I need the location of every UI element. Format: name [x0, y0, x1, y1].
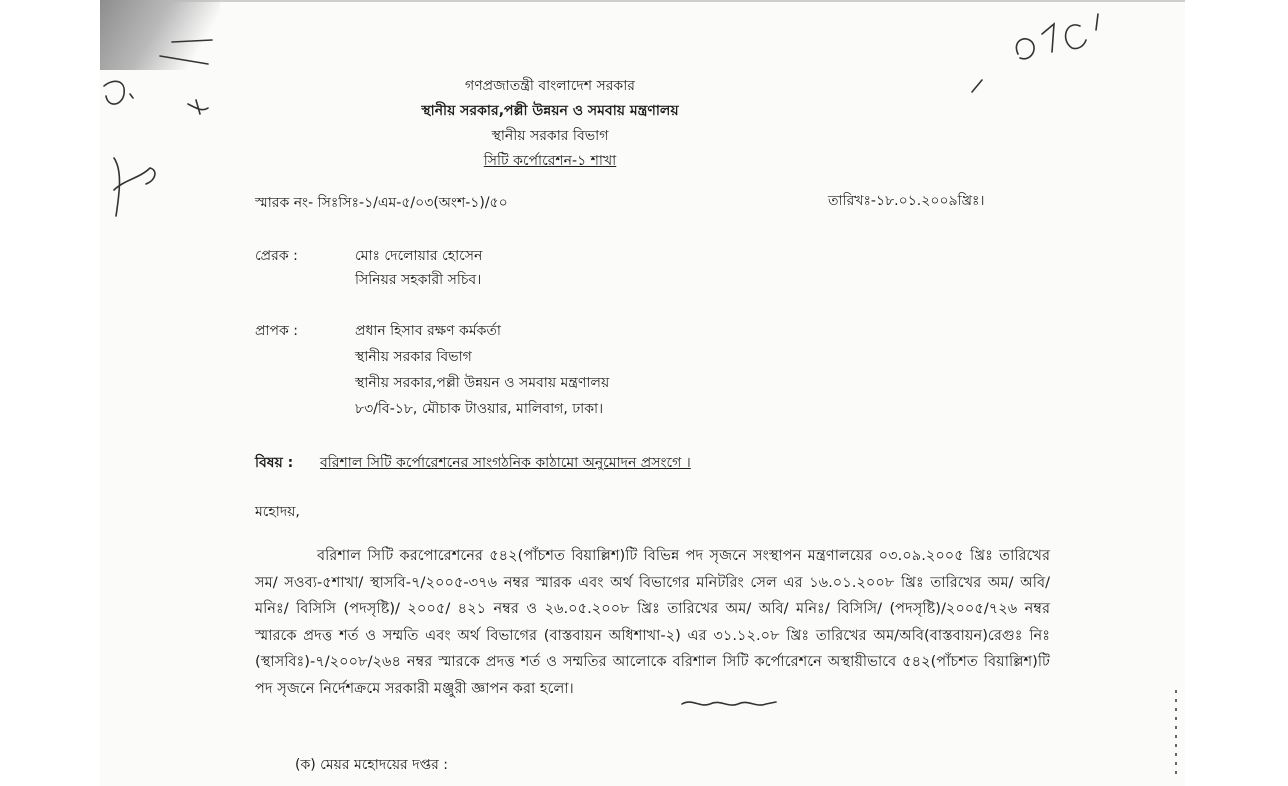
memo-reference: স্মারক নং- সিঃসিঃ-১/এম-৫/০৩(অংশ-১)/৫০: [255, 195, 508, 211]
body-paragraph-text: বরিশাল সিটি করপোরেশনের ৫৪২(পাঁচশত বিয়াল্লিশ)টি বিভিন্ন পদ সৃজনে সংস্থাপন মন্ত্রণালয়ের ০৩.০৯.২০০৫ খ্রিঃ তারিখের সম/ সওব্য-৫শাখা/ স্থাসবি-৭/২০০৫-৩৭৬ নম্বর স্মারক এবং অর্থ বিভাগের মনিটরিং সেল এর ১৬.০১.২০০৮ খ্রিঃ তারিখের অম/ অবি/ মনিঃ/ বিসিসি (পদসৃষ্টি)/ ২০০৫/ ৪২১ নম্বর ও ২৬.০৫.২০০৮ খ্রিঃ তারিখের অম/ অবি/ মনিঃ/ বিসিসি/ (পদসৃষ্টি)/২০০৫/৭২৬ নম্বর স্মারকে প্রদত্ত শর্ত ও সম্মতি এবং অর্থ বিভাগের (বাস্তবায়ন অধিশাখা-২) এর ৩১.১২.০৮ খ্রিঃ তারিখের অম/অবি(বাস্তবায়ন)রেগুঃ নিঃ (স্থাসবিঃ)-৭/২০০৮/২৬৪ নম্বর স্মারকে প্রদত্ত শর্ত ও সম্মতির আলোকে বরিশাল সিটি কর্পোরেশনে অস্থায়ীভাবে ৫৪২(পাঁচশত বিয়াল্লিশ)টি পদ সৃজনে নির্দেশক্রমে সরকারী মঞ্জুরী জ্ঞাপন করা হলো।: [255, 547, 1050, 697]
recipient-label: প্রাপক :: [255, 323, 298, 339]
section-heading: (ক) মেয়র মহোদয়ের দপ্তর :: [295, 757, 448, 773]
recipient-line: প্রধান হিসাব রক্ষণ কর্মকর্তা: [355, 323, 501, 339]
recipient-line: স্থানীয় সরকার,পল্লী উন্নয়ন ও সমবায় মন্ত্রণালয়: [355, 375, 610, 391]
scanned-letter: [100, 0, 1185, 786]
header-division: স্থানীয় সরকার বিভাগ: [491, 128, 609, 144]
scan-edge-marks: [1175, 690, 1177, 780]
scan-top-edge: [100, 0, 1185, 2]
recipient-line: স্থানীয় সরকার বিভাগ: [355, 349, 472, 365]
sender-label: প্রেরক :: [255, 248, 298, 264]
salutation: মহোদয়,: [255, 504, 300, 520]
header-ministry: স্থানীয় সরকার,পল্লী উন্নয়ন ও সমবায় মন্ত্রণালয়: [421, 103, 679, 119]
header-branch: সিটি কর্পোরেশন-১ শাখা: [483, 153, 617, 169]
memo-date: তারিখঃ-১৮.০১.২০০৯খ্রিঃ।: [828, 193, 985, 209]
sender-name: মোঃ দেলোয়ার হোসেন: [355, 248, 483, 264]
sender-designation: সিনিয়র সহকারী সচিব।: [355, 272, 482, 288]
recipient-line: ৮৩/বি-১৮, মৌচাক টাওয়ার, মালিবাগ, ঢাকা।: [355, 401, 604, 417]
subject-text: বরিশাল সিটি কর্পোরেশনের সাংগঠনিক কাঠামো অনুমোদন প্রসংগে ।: [320, 455, 691, 471]
body-paragraph: [255, 543, 1050, 702]
header-government: গণপ্রজাতন্ত্রী বাংলাদেশ সরকার: [465, 78, 635, 94]
handwritten-squiggle: [680, 696, 780, 712]
subject-label: বিষয় :: [255, 455, 294, 471]
